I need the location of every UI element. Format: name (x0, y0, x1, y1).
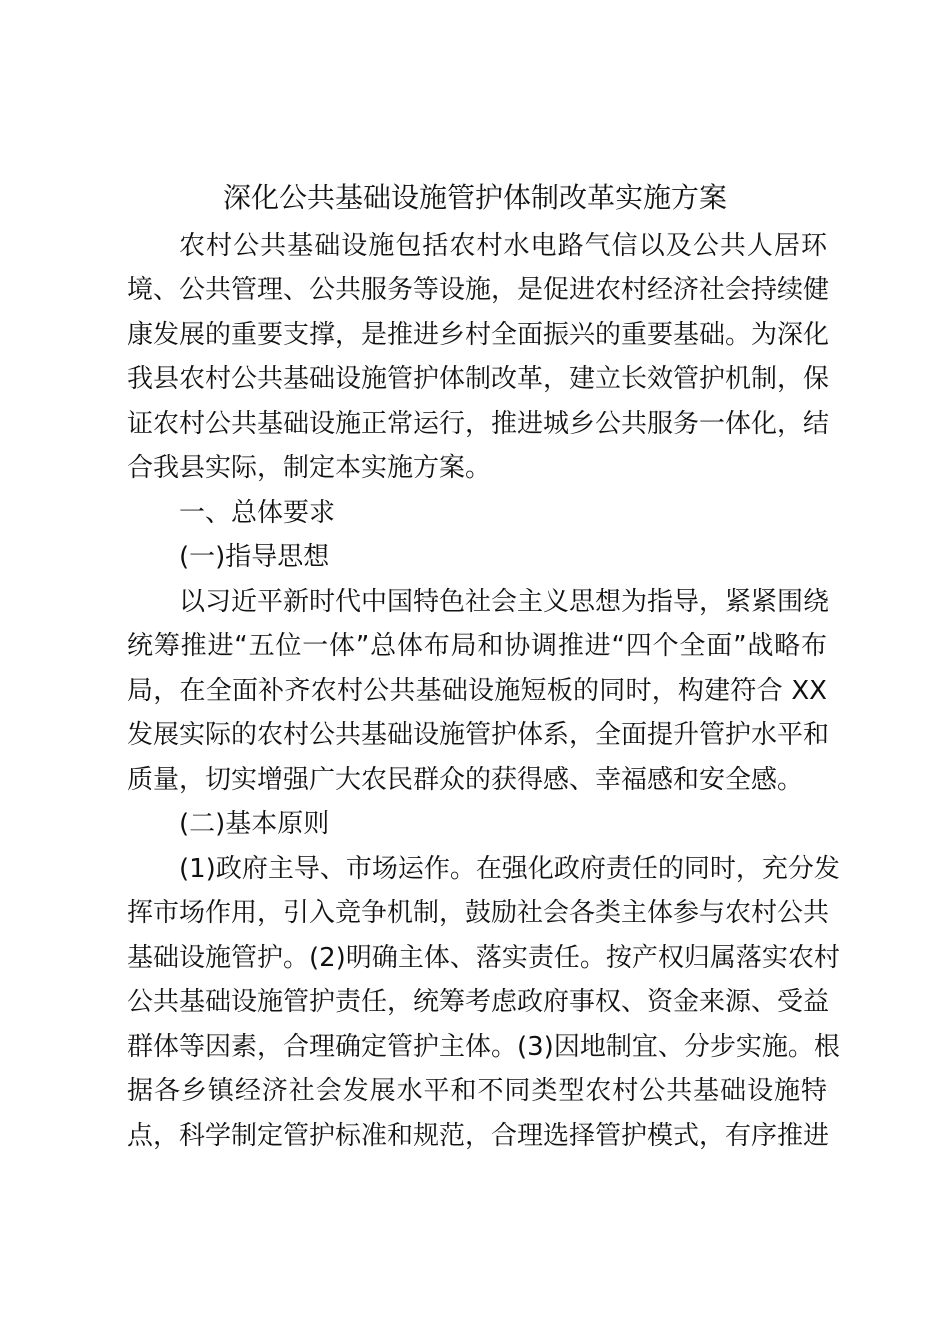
paragraph-line: 群体等因素，合理确定管护主体。(3)因地制宜、分步实施。根 (127, 1032, 840, 1062)
paragraph-line: 康发展的重要支撑，是推进乡村全面振兴的重要基础。为深化 (127, 320, 830, 350)
paragraph-line: 基础设施管护。(2)明确主体、落实责任。按产权归属落实农村 (127, 943, 840, 973)
paragraph-line: 局，在全面补齐农村公共基础设施短板的同时，构建符合 XX (127, 676, 827, 706)
document-title: 深化公共基础设施管护体制改革实施方案 (222, 181, 727, 214)
paragraph-line: 我县农村公共基础设施管护体制改革，建立长效管护机制，保 (127, 364, 830, 394)
paragraph-line: 以习近平新时代中国特色社会主义思想为指导，紧紧围绕 (179, 587, 830, 617)
paragraph-line: 农村公共基础设施包括农村水电路气信以及公共人居环 (179, 231, 827, 261)
paragraph-line: 发展实际的农村公共基础设施管护体系，全面提升管护水平和 (127, 720, 830, 750)
paragraph-line: 点，科学制定管护标准和规范，合理选择管护模式，有序推进 (127, 1121, 830, 1151)
section-heading: 一、总体要求 (179, 498, 336, 528)
paragraph-line: 据各乡镇经济社会发展水平和不同类型农村公共基础设施特 (127, 1076, 827, 1106)
paragraph-line: 质量，切实增强广大农民群众的获得感、幸福感和安全感。 (127, 765, 804, 795)
paragraph-line: 合我县实际，制定本实施方案。 (127, 453, 492, 483)
subsection-heading: (一)指导思想 (179, 542, 330, 572)
paragraph-line: 境、公共管理、公共服务等设施，是促进农村经济社会持续健 (127, 275, 830, 305)
subsection-heading: (二)基本原则 (179, 809, 330, 839)
paragraph-line: 证农村公共基础设施正常运行，推进城乡公共服务一体化，结 (127, 409, 830, 439)
paragraph-line: 挥市场作用，引入竞争机制，鼓励社会各类主体参与农村公共 (127, 898, 830, 928)
paragraph-line: (1)政府主导、市场运作。在强化政府责任的同时，充分发 (179, 854, 840, 884)
paragraph-line: 公共基础设施管护责任，统筹考虑政府事权、资金来源、受益 (127, 987, 830, 1017)
paragraph-line: 统筹推进“五位一体”总体布局和协调推进“四个全面”战略布 (127, 631, 827, 661)
